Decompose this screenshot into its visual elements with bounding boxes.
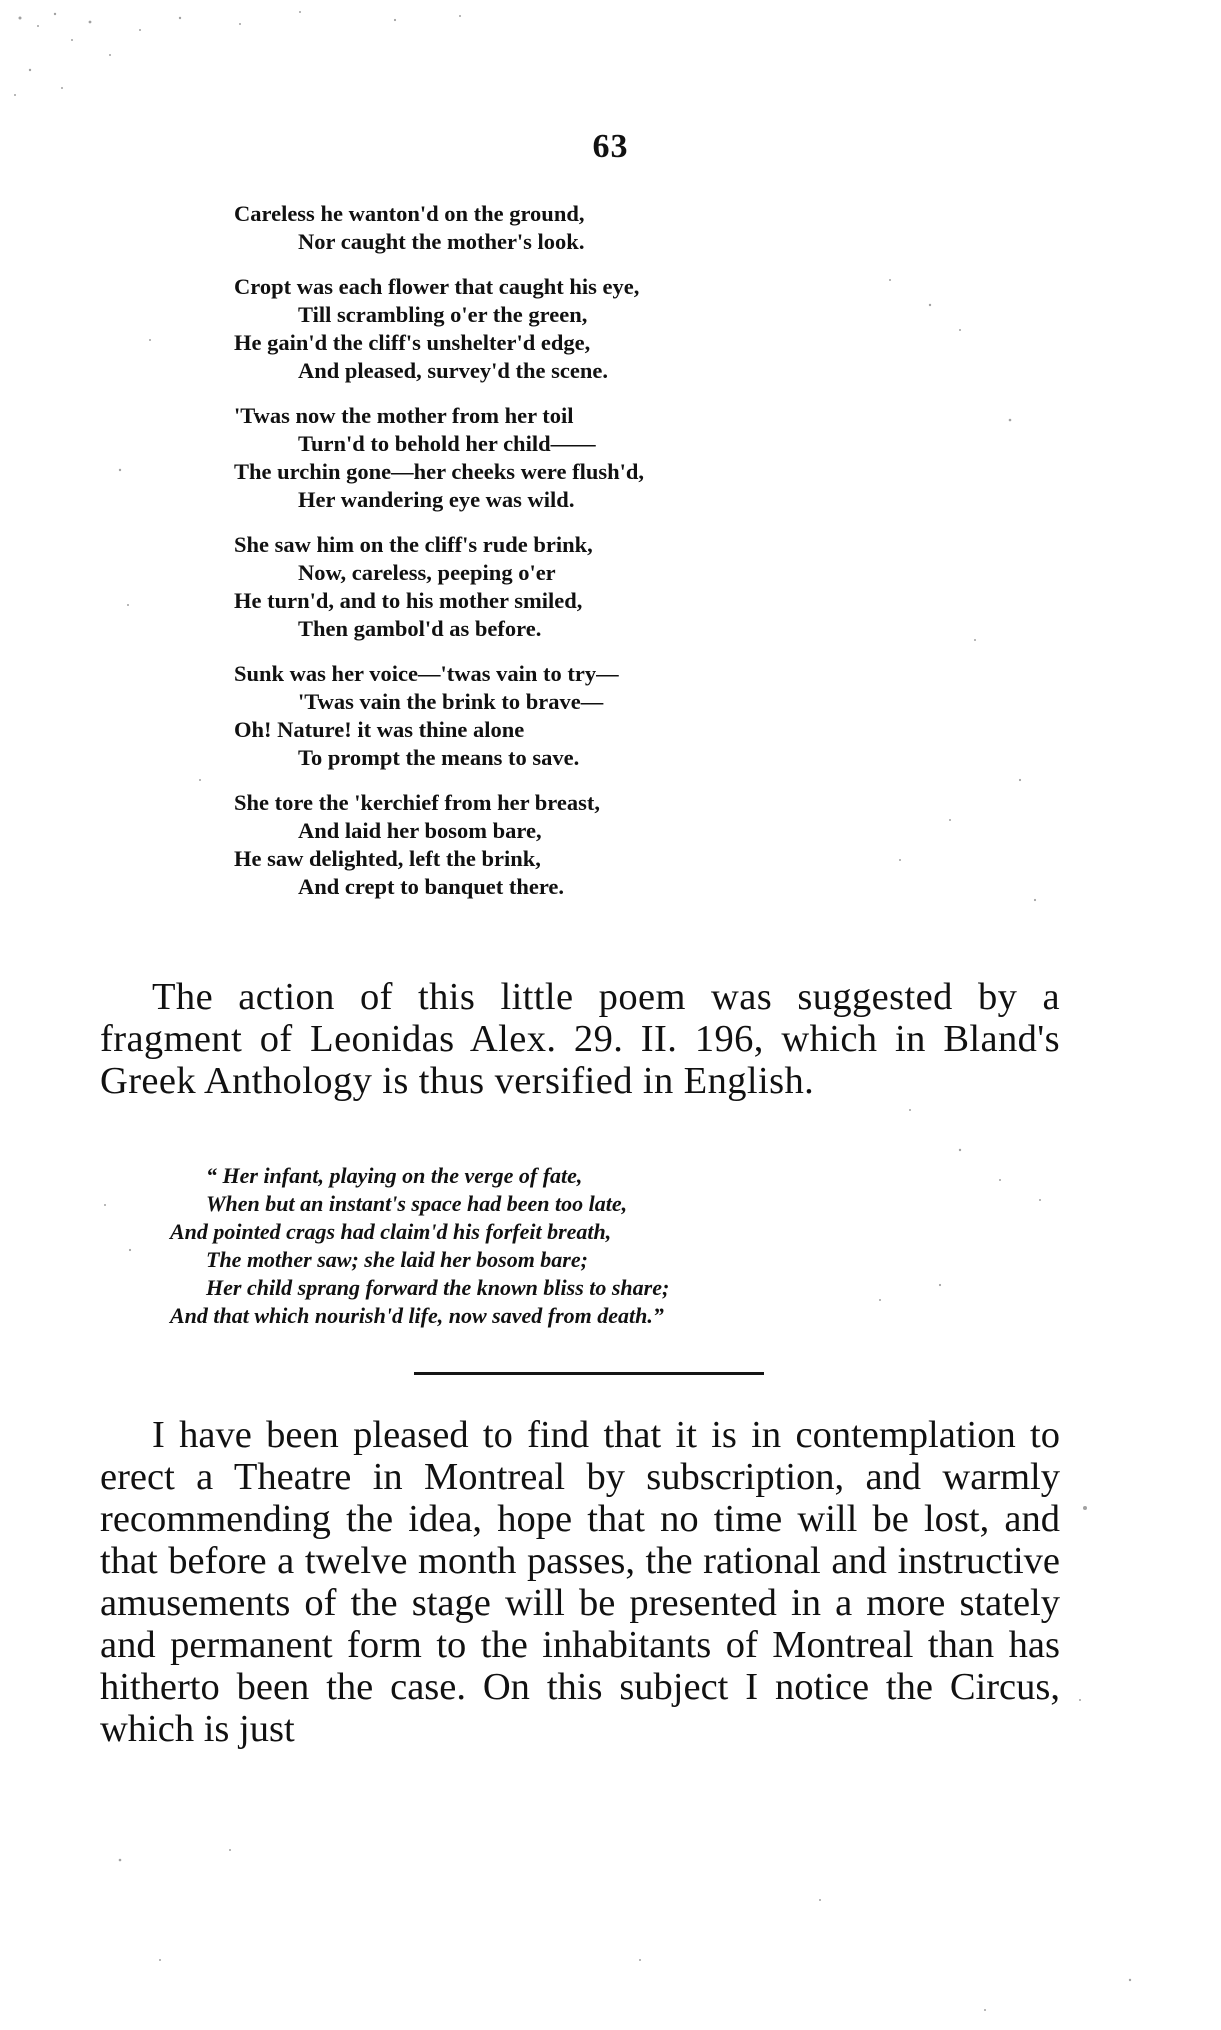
poem-line: Nor caught the mother's look. bbox=[298, 229, 585, 254]
poem-stanza bbox=[234, 200, 874, 256]
poem-line: She tore the 'kerchief from her breast, bbox=[234, 790, 600, 815]
quote-line: The mother saw; she laid her bosom bare; bbox=[206, 1247, 588, 1272]
quote-line: And pointed crags had claim'd his forfeit breath, bbox=[170, 1219, 612, 1244]
poem-stanza bbox=[234, 789, 874, 901]
quote-line: When but an instant's space had been too late, bbox=[206, 1191, 628, 1216]
poem-line: Till scrambling o'er the green, bbox=[298, 302, 588, 327]
poem-line: And pleased, survey'd the scene. bbox=[298, 358, 609, 383]
poem-line: Her wandering eye was wild. bbox=[298, 487, 575, 512]
poem-line: Cropt was each flower that caught his eye, bbox=[234, 274, 640, 299]
poem-line: And crept to banquet there. bbox=[298, 874, 565, 899]
poem-line: Oh! Nature! it was thine alone bbox=[234, 717, 525, 742]
section-divider bbox=[414, 1372, 764, 1375]
anthology-quotation bbox=[170, 1162, 930, 1330]
poem-line: Careless he wanton'd on the ground, bbox=[234, 201, 585, 226]
poem-line: Sunk was her voice—'twas vain to try— bbox=[234, 661, 619, 686]
poem-line: And laid her bosom bare, bbox=[298, 818, 542, 843]
poem-line: Now, careless, peeping o'er bbox=[298, 560, 556, 585]
poem-line: Turn'd to behold her child—— bbox=[298, 431, 596, 456]
commentary-paragraph bbox=[100, 976, 1060, 1102]
poem-line: He gain'd the cliff's unshelter'd edge, bbox=[234, 330, 591, 355]
theatre-paragraph bbox=[100, 1414, 1060, 1750]
poem-stanza bbox=[234, 531, 874, 643]
poem-line: To prompt the means to save. bbox=[298, 745, 580, 770]
poem-line: 'Twas now the mother from her toil bbox=[234, 403, 574, 428]
poem bbox=[234, 200, 874, 918]
poem-stanza bbox=[234, 402, 874, 514]
quote-line: Her child sprang forward the known bliss to share; bbox=[206, 1275, 670, 1300]
quote-line: And that which nourish'd life, now saved from death.” bbox=[170, 1303, 664, 1328]
poem-line: He turn'd, and to his mother smiled, bbox=[234, 588, 583, 613]
quote-line: “ Her infant, playing on the verge of fate, bbox=[206, 1163, 583, 1188]
poem-line: The urchin gone—her cheeks were flush'd, bbox=[234, 459, 645, 484]
paragraph-text: I have been pleased to find that it is in contemplation to erect a Theatre in Montreal by subscription, and warmly recommending the idea, hope that no time will be lost, and that before a twelve month passes, the rational and instructive amusements of the stage will be presented in a more stately and permanent form to the inhabitants of Montreal than has hitherto been the case. On this subject I notice the Circus, which is just bbox=[100, 1414, 1060, 1750]
poem-stanza bbox=[234, 273, 874, 385]
poem-line: 'Twas vain the brink to brave— bbox=[298, 689, 604, 714]
poem-line: She saw him on the cliff's rude brink, bbox=[234, 532, 593, 557]
poem-stanza bbox=[234, 660, 874, 772]
poem-line: Then gambol'd as before. bbox=[298, 616, 542, 641]
poem-line: He saw delighted, left the brink, bbox=[234, 846, 541, 871]
paragraph-text: The action of this little poem was suggested by a fragment of Leonidas Alex. 29. II. 196, which in Bland's Greek Anthology is thus versified in English. bbox=[100, 976, 1060, 1102]
page-number: 63 bbox=[592, 128, 629, 165]
